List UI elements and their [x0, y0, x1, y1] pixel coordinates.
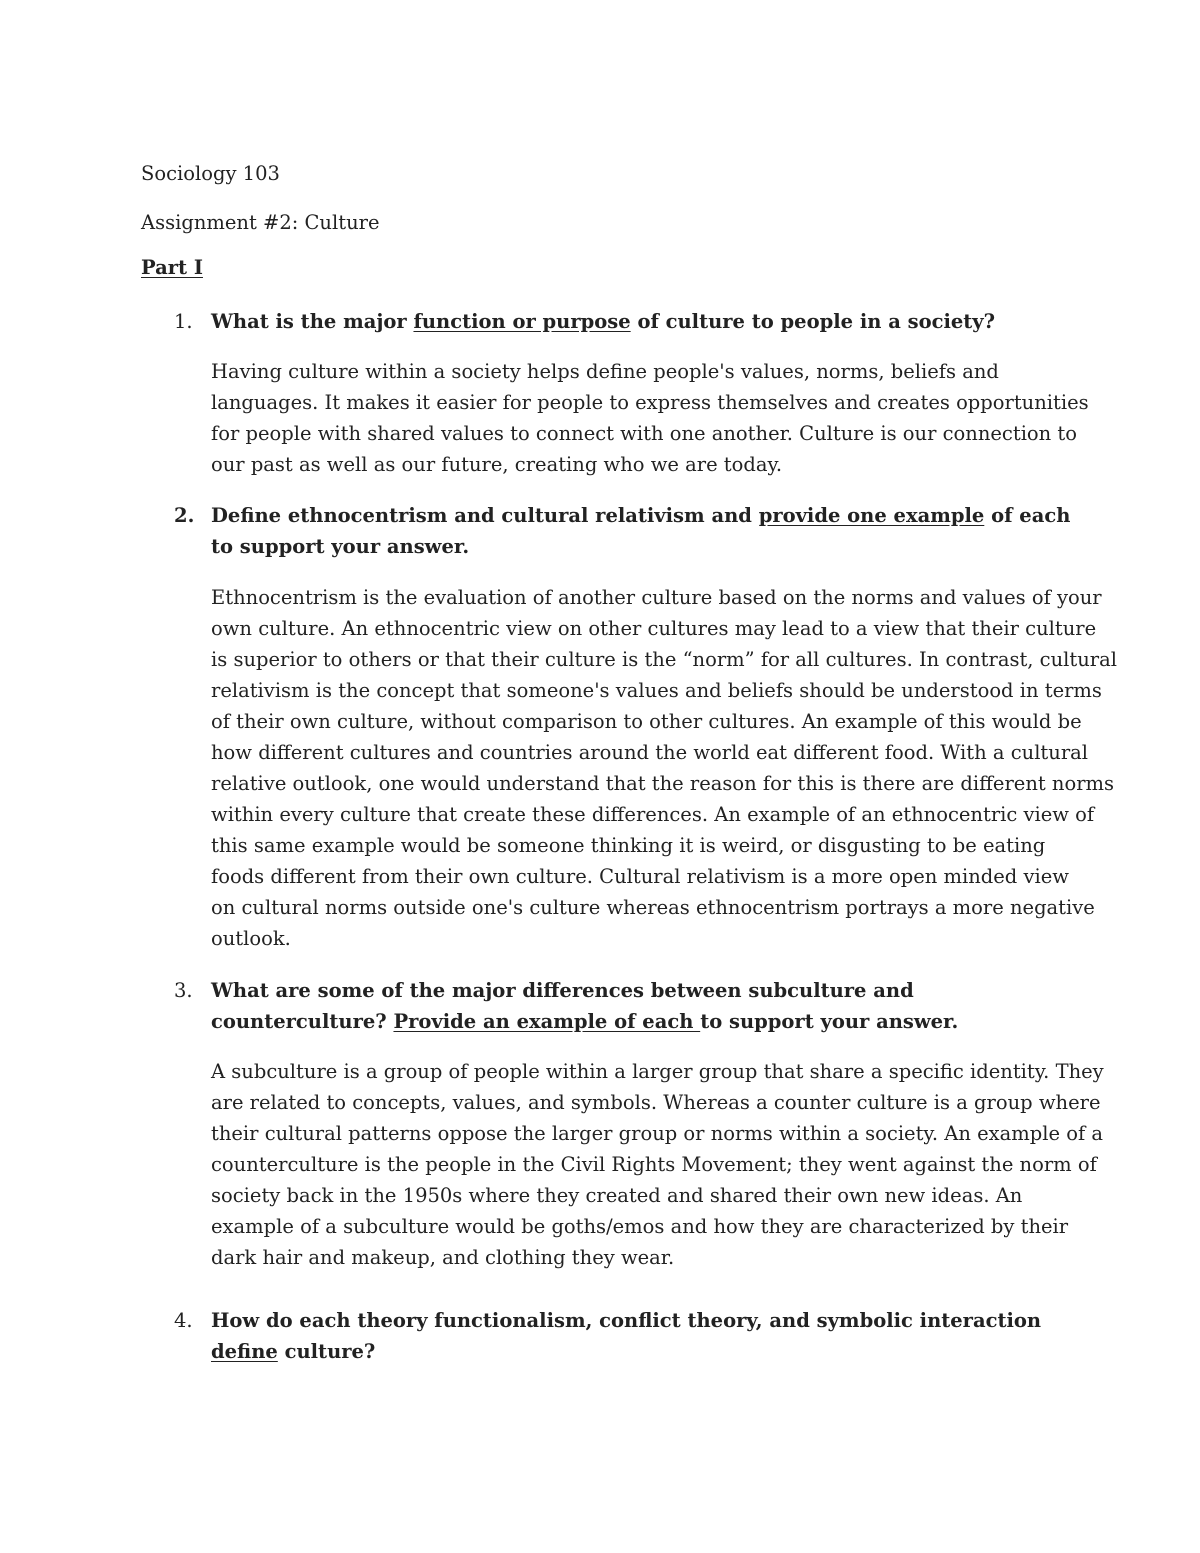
question-1 — [211, 306, 1071, 337]
course-title: Sociology 103 — [141, 162, 280, 185]
answer-2-line: foods different from their own culture. Cultural relativism is a more open minded view — [211, 865, 1069, 888]
question-4-text-underlined: define — [211, 1340, 278, 1363]
question-4-text-pre: How do each theory functionalism, conflict theory, and symbolic interaction — [211, 1309, 1042, 1332]
question-3-text-pre: What are some of the major differences between subculture and counterculture? — [211, 979, 914, 1033]
answer-2 — [211, 582, 1117, 954]
answer-2-line: relative outlook, one would understand that the reason for this is there are different norms — [211, 772, 1115, 795]
answer-2-line: this same example would be someone thinking it is weird, or disgusting to be eating — [211, 834, 1046, 857]
question-1-text-underlined: function or purpose — [413, 310, 631, 333]
assignment-title: Assignment #2: Culture — [141, 211, 380, 234]
answer-2-line: of their own culture, without comparison to other cultures. An example of this would be — [211, 710, 1082, 733]
answer-3-line: dark hair and makeup, and clothing they wear. — [211, 1246, 675, 1269]
question-2-text-pre: Define ethnocentrism and cultural relativism and — [211, 504, 759, 527]
answer-2-line: Ethnocentrism is the evaluation of another culture based on the norms and values of your — [211, 586, 1102, 609]
question-2-text-underlined: provide one example — [758, 504, 985, 527]
question-4 — [211, 1305, 1071, 1367]
question-2-text-post: of each to support your answer. — [211, 504, 1071, 558]
answer-3-line: counterculture is the people in the Civil Rights Movement; they went against the norm of — [211, 1153, 1097, 1176]
answer-3-line: their cultural patterns oppose the larger group or norms within a society. An example of a — [211, 1122, 1103, 1145]
question-3 — [211, 975, 1071, 1037]
question-3-text-underlined: Provide an example of each — [393, 1010, 701, 1033]
question-number-1: 1. — [174, 310, 193, 333]
answer-1 — [211, 356, 1089, 480]
question-1-text-pre: What is the major — [211, 310, 414, 333]
part-heading: Part I — [141, 256, 203, 279]
answer-1-line: Having culture within a society helps define people's values, norms, beliefs and — [211, 360, 999, 383]
answer-3-line: example of a subculture would be goths/emos and how they are characterized by their — [211, 1215, 1069, 1238]
answer-1-line: languages. It makes it easier for people to express themselves and creates opportunities — [211, 391, 1089, 414]
answer-3-line: are related to concepts, values, and symbols. Whereas a counter culture is a group where — [211, 1091, 1101, 1114]
answer-3 — [211, 1056, 1104, 1273]
question-number-2: 2. — [174, 504, 195, 527]
question-4-text-post: culture? — [277, 1340, 376, 1363]
question-1-text-post: of culture to people in a society? — [630, 310, 996, 333]
answer-2-line: own culture. An ethnocentric view on other cultures may lead to a view that their culture — [211, 617, 1097, 640]
answer-1-line: for people with shared values to connect with one another. Culture is our connection to — [211, 422, 1077, 445]
answer-2-line: how different cultures and countries around the world eat different food. With a cultural — [211, 741, 1089, 764]
answer-2-line: on cultural norms outside one's culture whereas ethnocentrism portrays a more negative — [211, 896, 1095, 919]
answer-3-line: A subculture is a group of people within a larger group that share a specific identity. They — [211, 1060, 1104, 1083]
answer-2-line: is superior to others or that their culture is the “norm” for all cultures. In contrast, cultural — [211, 648, 1117, 671]
answer-2-line: outlook. — [211, 927, 291, 950]
question-2 — [211, 500, 1071, 562]
answer-2-line: within every culture that create these differences. An example of an ethnocentric view of — [211, 803, 1095, 826]
question-number-4: 4. — [174, 1309, 193, 1332]
answer-2-line: relativism is the concept that someone's values and beliefs should be understood in terms — [211, 679, 1102, 702]
question-number-3: 3. — [174, 979, 193, 1002]
answer-1-line: our past as well as our future, creating who we are today. — [211, 453, 783, 476]
answer-3-line: society back in the 1950s where they created and shared their own new ideas. An — [211, 1184, 1023, 1207]
question-3-text-post: to support your answer. — [700, 1010, 959, 1033]
